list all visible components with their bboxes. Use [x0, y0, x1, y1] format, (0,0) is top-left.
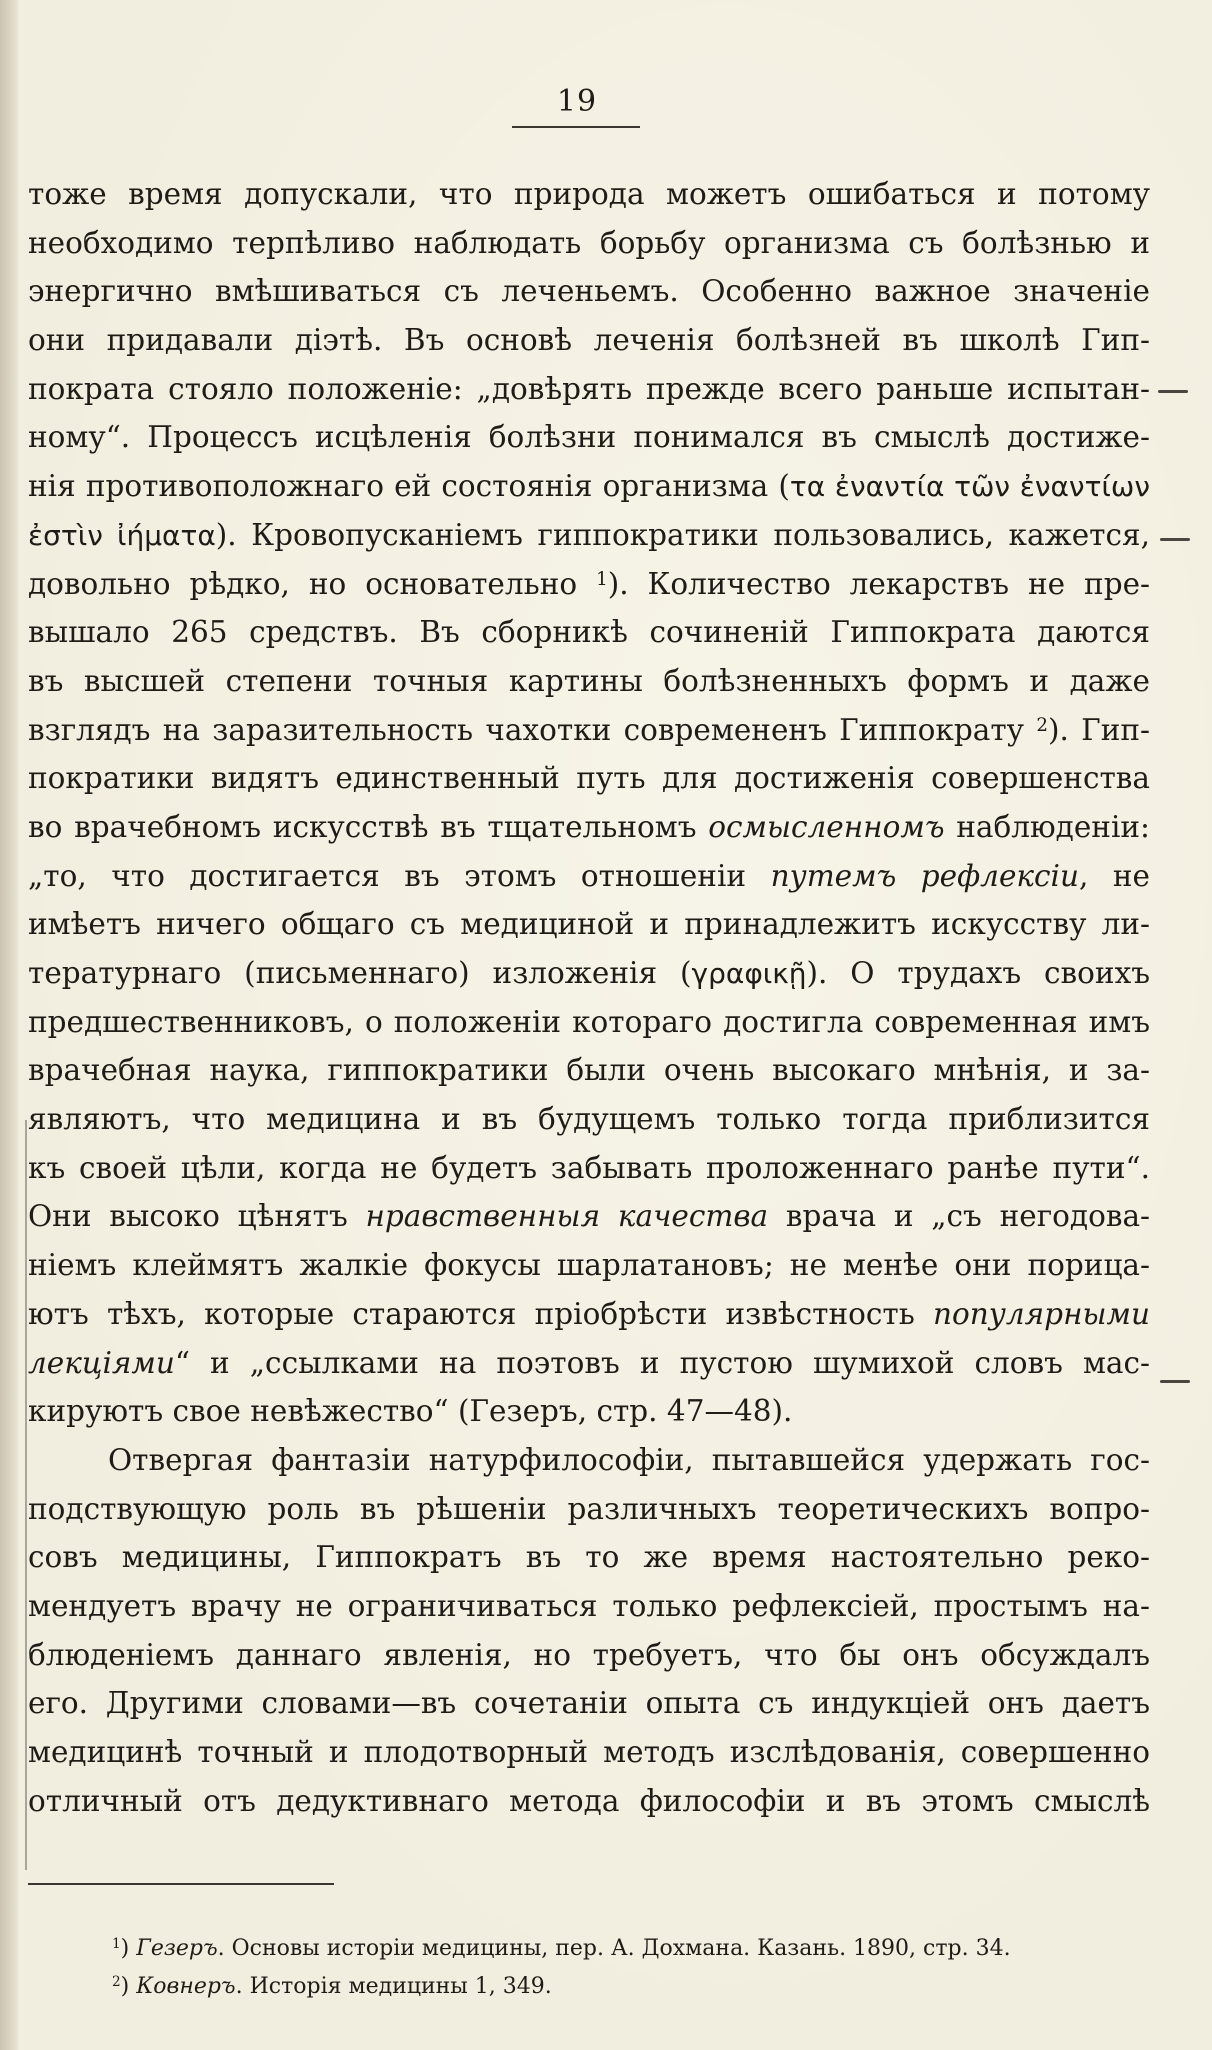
text-run: во врачебномъ искусствѣ въ тщательномъ — [28, 809, 709, 844]
text-line — [28, 170, 1150, 219]
text-line — [28, 1485, 1150, 1534]
italic-text: Гезеръ — [136, 1936, 218, 1961]
italic-text: нравственныя качества — [365, 1199, 769, 1234]
greek-text: ἐστὶν ἰήματα — [28, 518, 216, 552]
text-line — [28, 1290, 1150, 1339]
text-line — [28, 1046, 1150, 1095]
text-line — [28, 900, 1150, 949]
text-line — [28, 365, 1150, 414]
text-run: въ высшей степени точныя картины болѣзненныхъ формъ и даже — [28, 663, 1150, 698]
page-edge-line — [25, 1120, 27, 1870]
text-line — [28, 1631, 1150, 1680]
text-line — [28, 413, 1150, 462]
margin-dash-mark — [1160, 538, 1190, 541]
text-line — [28, 1192, 1150, 1241]
text-run: ). О трудахъ своихъ — [806, 956, 1150, 990]
text-run: ютъ тѣхъ, которые стараются пріобрѣсти извѣстность — [28, 1296, 933, 1331]
text-run: „то, что достигается въ этомъ отношеніи — [28, 858, 771, 893]
text-run: они придавали діэтѣ. Въ основѣ леченія болѣзней въ школѣ Гип- — [28, 323, 1150, 358]
text-line — [28, 267, 1150, 316]
text-line — [28, 511, 1150, 560]
italic-text: популярными — [933, 1296, 1150, 1331]
text-line — [28, 1095, 1150, 1144]
italic-text: лекціями — [28, 1345, 175, 1380]
text-line — [28, 754, 1150, 803]
page-number-rule — [512, 126, 640, 128]
text-line — [28, 219, 1150, 268]
text-line — [28, 803, 1150, 852]
text-run: имѣетъ ничего общаго съ медициной и принадлежитъ искусству ли- — [28, 907, 1150, 942]
text-run: къ своей цѣли, когда не будетъ забывать проложеннаго ранѣе пути“. — [28, 1150, 1150, 1185]
text-run: . Исторія медицины 1, 349. — [235, 1974, 552, 1999]
text-run: тературнаго (письменнаго) изложенія ( — [28, 956, 692, 990]
text-run: пократики видятъ единственный путь для достиженія совершенства — [28, 761, 1150, 796]
text-run: Отвергая фантазіи натурфилософіи, пытавшейся удержать гос- — [108, 1442, 1150, 1477]
text-run: мендуетъ врачу не ограничиваться только рефлексіей, простымъ на- — [28, 1588, 1150, 1623]
text-run: энергично вмѣшиваться съ леченьемъ. Особенно важное значеніе — [28, 274, 1150, 309]
text-line — [28, 1728, 1150, 1777]
text-run: Они высоко цѣнятъ — [28, 1199, 366, 1234]
text-line — [28, 1387, 1150, 1436]
greek-text: τα ἐναντία τῶν ἐναντίων — [789, 470, 1150, 504]
text-line — [28, 462, 1150, 511]
text-run: ному“. Процессъ исцѣленія болѣзни понимался въ смыслѣ достиже- — [28, 420, 1150, 455]
text-line — [28, 1533, 1150, 1582]
text-line — [28, 1339, 1150, 1388]
text-run: ). Гип- — [1047, 712, 1150, 747]
text-run: тоже время допускали, что природа можетъ ошибаться и потому — [28, 177, 1150, 211]
footnote-mark: 1 — [112, 1936, 121, 1953]
text-line — [28, 316, 1150, 365]
text-run: предшественниковъ, о положеніи котораго достигла современная имъ — [28, 1004, 1150, 1039]
text-line — [28, 1241, 1150, 1290]
italic-text: Ковнеръ — [136, 1974, 236, 1999]
text-run: довольно рѣдко, но основательно — [28, 566, 597, 601]
italic-text: осмысленномъ — [708, 809, 945, 844]
text-run: совъ медицины, Гиппократъ въ то же время настоятельно реко- — [28, 1540, 1150, 1575]
text-line — [28, 560, 1150, 609]
page-number: 19 — [556, 84, 598, 119]
text-run: , не — [1079, 858, 1151, 893]
text-run: наблюденіи: — [944, 809, 1150, 844]
greek-text: γραφικῇ — [691, 957, 807, 990]
text-line — [28, 706, 1150, 755]
text-line — [28, 1436, 1150, 1485]
text-run: необходимо терпѣливо наблюдать борьбу организма съ болѣзнью и — [28, 225, 1150, 260]
text-run: ніемъ клеймятъ жалкіе фокусы шарлатановъ; не менѣе они порица- — [28, 1248, 1150, 1283]
text-run: вышало 265 средствъ. Въ сборникѣ сочиненій Гиппократа даются — [28, 615, 1150, 650]
footnote-ref: 1 — [596, 568, 608, 590]
text-run: подствующую роль въ рѣшеніи различныхъ теоретическихъ вопро- — [28, 1491, 1150, 1526]
text-run: кируютъ свое невѣжество“ (Гезеръ, стр. 47—48). — [28, 1394, 793, 1429]
text-run: блюденіемъ даннаго явленія, но требуетъ, что бы онъ обсуждалъ — [28, 1637, 1150, 1672]
footnote-mark: 2 — [112, 1974, 121, 1991]
margin-dash-mark — [1158, 390, 1188, 393]
footnote-mark-paren: ) — [120, 1974, 137, 1999]
text-line — [28, 852, 1150, 901]
margin-dash-mark — [1160, 1380, 1190, 1383]
text-line — [28, 608, 1150, 657]
text-run: являютъ, что медицина и въ будущемъ только тогда приблизится — [28, 1102, 1150, 1137]
text-run: нія противоположнаго ей состоянія организма ( — [28, 469, 790, 504]
text-line — [28, 657, 1150, 706]
text-line — [28, 1144, 1150, 1193]
text-line — [28, 998, 1150, 1047]
text-run: отличный отъ дедуктивнаго метода философіи и въ этомъ смыслѣ — [28, 1783, 1150, 1818]
footnote — [112, 1970, 1112, 2008]
text-line — [28, 949, 1150, 998]
text-run: медицинѣ точный и плодотворный методъ изслѣдованія, совершенно — [28, 1735, 1150, 1769]
book-spine-shadow — [0, 0, 18, 2050]
text-run: его. Другими словами—въ сочетаніи опыта съ индукціей онъ даетъ — [28, 1686, 1150, 1721]
text-run: ). Количество лекарствъ не пре- — [607, 566, 1151, 601]
footnote — [112, 1932, 1112, 1970]
footnote-mark-paren: ) — [120, 1936, 137, 1961]
text-line — [28, 1777, 1150, 1826]
text-run: . Основы исторіи медицины, пер. А. Дохмана. Казань. 1890, стр. 34. — [217, 1936, 1011, 1961]
text-line — [28, 1679, 1150, 1728]
text-run: взглядъ на заразительность чахотки современенъ Гиппократу — [28, 712, 1037, 747]
footnotes — [112, 1932, 1112, 2008]
italic-text: путемъ рефлексіи — [770, 858, 1079, 893]
text-run: “ и „ссылками на поэтовъ и пустою шумихой словъ мас- — [174, 1345, 1150, 1380]
text-run: пократа стояло положеніе: „довѣрять прежде всего раньше испытан- — [28, 371, 1150, 406]
footnote-ref: 2 — [1036, 714, 1048, 736]
text-run: врача и „съ негодова- — [768, 1199, 1151, 1234]
body-text — [28, 170, 1150, 1825]
text-run: ). Кровопусканіемъ гиппократики пользовались, кажется, — [215, 517, 1150, 552]
footnote-rule — [28, 1883, 334, 1885]
text-run: врачебная наука, гиппократики были очень высокаго мнѣнія, и за- — [28, 1053, 1150, 1088]
text-line — [28, 1582, 1150, 1631]
